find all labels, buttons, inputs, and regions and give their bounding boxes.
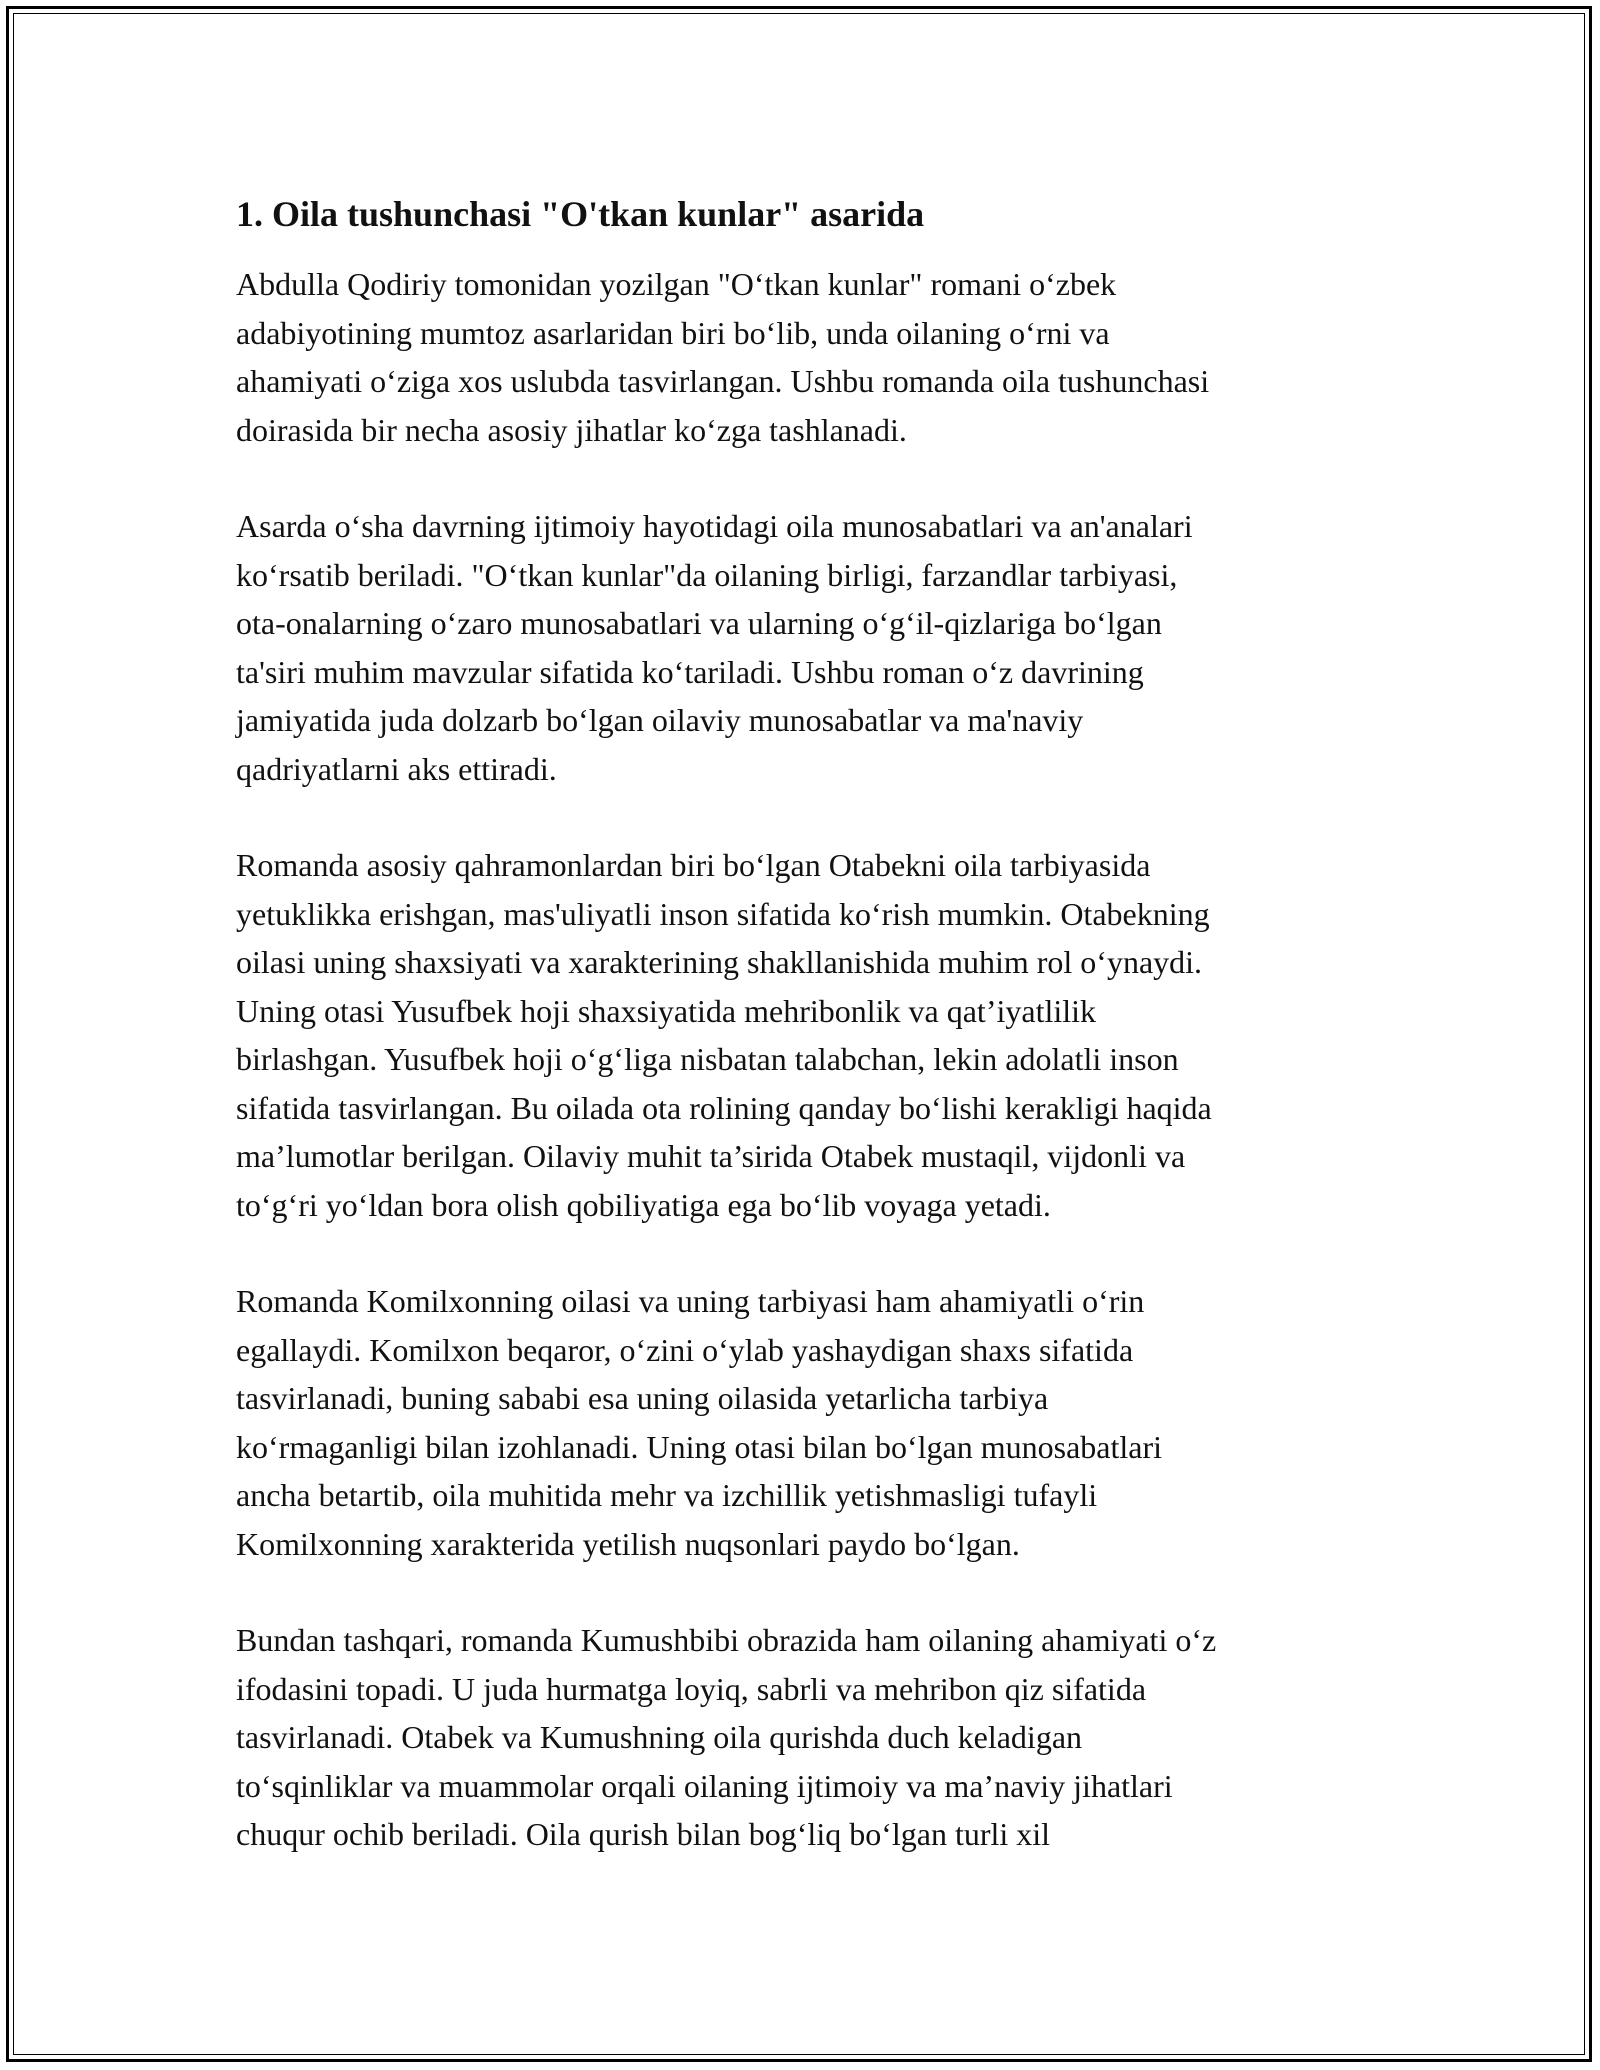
paragraph-otabek: Romanda asosiy qahramonlardan biri bo‘lgan Otabekni oila tarbiyasida yetuklikka erishgan, mas'uliyatli inson sifatida ko‘rish mumkin. Otabekning oilasi uning shaxsiyati va xarakterining shakllanishida muhim rol o‘ynaydi. Uning otasi Yusufbek hoji shaxsiyatida mehribonlik va qat’iyatlilik birlashgan. Yusufbek hoji o‘g‘liga nisbatan talabchan, lekin adolatli inson sifatida tasvirlangan. Bu oilada ota rolining qanday bo‘lishi kerakligi haqida ma’lumotlar berilgan. Oilaviy muhit ta’sirida Otabek mustaqil, vijdonli va to‘g‘ri yo‘ldan bora olish qobiliyatiga ega bo‘lib voyaga yetadi.: [236, 847, 1212, 1223]
paragraph-intro: Abdulla Qodiriy tomonidan yozilgan "O‘tkan kunlar" romani o‘zbek adabiyotining mumtoz asarlaridan biri bo‘lib, unda oilaning o‘rni va ahamiyati o‘ziga xos uslubda tasvirlangan. Ushbu romanda oila tushunchasi doirasida bir necha asosiy jihatlar ko‘zga tashlanadi.: [236, 266, 1210, 448]
paragraph-kumushbibi: Bundan tashqari, romanda Kumushbibi obrazida ham oilaning ahamiyati o‘z ifodasini topadi. U juda hurmatga loyiq, sabrli va mehribon qiz sifatida tasvirlanadi. Otabek va Kumushning oila qurishda duch keladigan to‘sqinliklar va muammolar orqali oilaning ijtimoiy va ma’naviy jihatlari chuqur ochib beriladi. Oila qurish bilan bog‘liq bo‘lgan turli xil: [236, 1622, 1217, 1852]
section-heading: 1. Oila tushunchasi "O'tkan kunlar" asarida: [236, 194, 925, 234]
paragraph-komilxon: Romanda Komilxonning oilasi va uning tarbiyasi ham ahamiyatli o‘rin egallaydi. Komilxon beqaror, o‘zini o‘ylab yashaydigan shaxs sifatida tasvirlanadi, buning sababi esa uning oilasida yetarlicha tarbiya ko‘rmaganligi bilan izohlanadi. Uning otasi bilan bo‘lgan munosabatlari ancha betartib, oila muhitida mehr va izchillik yetishmasligi tufayli Komilxonning xarakterida yetilish nuqsonlari paydo bo‘lgan.: [236, 1283, 1162, 1562]
document-body: [236, 190, 1366, 1907]
paragraph-family-relations: Asarda o‘sha davrning ijtimoiy hayotidagi oila munosabatlari va an'analari ko‘rsatib beriladi. "O‘tkan kunlar"da oilaning birligi, farzandlar tarbiyasi, ota-onalarning o‘zaro munosabatlari va ularning o‘g‘il-qizlariga bo‘lgan ta'siri muhim mavzular sifatida ko‘tariladi. Ushbu roman o‘z davrining jamiyatida juda dolzarb bo‘lgan oilaviy munosabatlar va ma'naviy qadriyatlarni aks ettiradi.: [236, 508, 1193, 787]
